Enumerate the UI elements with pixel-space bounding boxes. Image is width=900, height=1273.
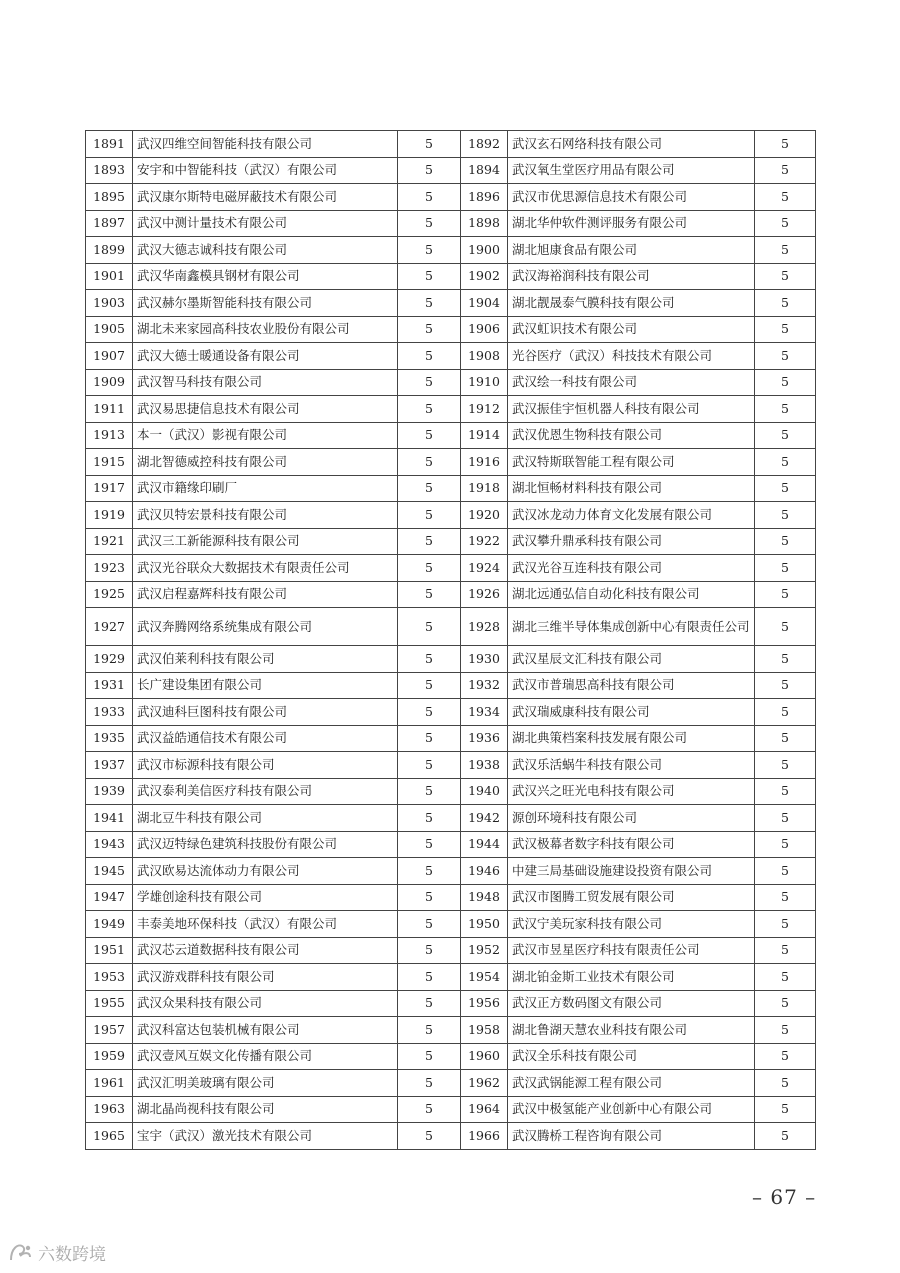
- company-name-cell: 武汉迪科巨图科技有限公司: [133, 699, 398, 726]
- company-name-cell: 武汉市优思源信息技术有限公司: [508, 184, 755, 211]
- company-name-cell: 武汉乐活蜗牛科技有限公司: [508, 752, 755, 779]
- score-cell: 5: [755, 184, 816, 211]
- serial-number-cell: 1927: [86, 608, 133, 646]
- score-cell: 5: [755, 1017, 816, 1044]
- serial-number-cell: 1954: [461, 964, 508, 991]
- company-name-cell: 武汉众果科技有限公司: [133, 990, 398, 1017]
- score-cell: 5: [755, 990, 816, 1017]
- serial-number-cell: 1952: [461, 937, 508, 964]
- company-name-cell: 武汉振佳宇恒机器人科技有限公司: [508, 396, 755, 423]
- table-row: [86, 369, 816, 396]
- serial-number-cell: 1965: [86, 1123, 133, 1150]
- score-cell: 5: [398, 1123, 461, 1150]
- company-name-cell: 武汉瑞威康科技有限公司: [508, 699, 755, 726]
- serial-number-cell: 1897: [86, 210, 133, 237]
- serial-number-cell: 1917: [86, 475, 133, 502]
- table-row: [86, 1096, 816, 1123]
- serial-number-cell: 1924: [461, 555, 508, 582]
- serial-number-cell: 1958: [461, 1017, 508, 1044]
- serial-number-cell: 1907: [86, 343, 133, 370]
- table-row: [86, 237, 816, 264]
- company-name-cell: 武汉市标源科技有限公司: [133, 752, 398, 779]
- company-name-cell: 武汉科富达包装机械有限公司: [133, 1017, 398, 1044]
- serial-number-cell: 1953: [86, 964, 133, 991]
- score-cell: 5: [398, 210, 461, 237]
- score-cell: 5: [398, 805, 461, 832]
- serial-number-cell: 1914: [461, 422, 508, 449]
- company-name-cell: 武汉芯云道数据科技有限公司: [133, 937, 398, 964]
- serial-number-cell: 1955: [86, 990, 133, 1017]
- table-row: [86, 911, 816, 938]
- score-cell: 5: [398, 831, 461, 858]
- score-cell: 5: [755, 608, 816, 646]
- serial-number-cell: 1903: [86, 290, 133, 317]
- company-name-cell: 武汉泰利美信医疗科技有限公司: [133, 778, 398, 805]
- company-name-cell: 武汉大德士暖通设备有限公司: [133, 343, 398, 370]
- serial-number-cell: 1941: [86, 805, 133, 832]
- company-name-cell: 武汉市图腾工贸发展有限公司: [508, 884, 755, 911]
- serial-number-cell: 1916: [461, 449, 508, 476]
- table-row: [86, 858, 816, 885]
- watermark: [8, 1240, 106, 1265]
- score-cell: 5: [755, 1043, 816, 1070]
- score-cell: 5: [755, 316, 816, 343]
- company-name-cell: 武汉奔腾网络系统集成有限公司: [133, 608, 398, 646]
- company-name-cell: 武汉赫尔墨斯智能科技有限公司: [133, 290, 398, 317]
- table-row: [86, 396, 816, 423]
- table-row: [86, 778, 816, 805]
- company-name-cell: 武汉腾桥工程咨询有限公司: [508, 1123, 755, 1150]
- table-row: [86, 672, 816, 699]
- score-cell: 5: [398, 911, 461, 938]
- serial-number-cell: 1950: [461, 911, 508, 938]
- table-row: [86, 964, 816, 991]
- company-name-cell: 武汉益皓通信技术有限公司: [133, 725, 398, 752]
- company-name-cell: 武汉优恩生物科技有限公司: [508, 422, 755, 449]
- serial-number-cell: 1931: [86, 672, 133, 699]
- serial-number-cell: 1893: [86, 157, 133, 184]
- table-row: [86, 884, 816, 911]
- score-cell: 5: [398, 990, 461, 1017]
- company-name-cell: 湖北豆牛科技有限公司: [133, 805, 398, 832]
- table-row: [86, 422, 816, 449]
- company-name-cell: 武汉三工新能源科技有限公司: [133, 528, 398, 555]
- company-name-cell: 武汉大德志诚科技有限公司: [133, 237, 398, 264]
- score-cell: 5: [755, 581, 816, 608]
- score-cell: 5: [398, 937, 461, 964]
- company-name-cell: 武汉玄石网络科技有限公司: [508, 131, 755, 158]
- serial-number-cell: 1930: [461, 646, 508, 673]
- serial-number-cell: 1938: [461, 752, 508, 779]
- table-row: [86, 1070, 816, 1097]
- brand-logo-icon: [8, 1242, 34, 1264]
- score-cell: 5: [398, 752, 461, 779]
- score-cell: 5: [398, 422, 461, 449]
- company-name-cell: 湖北远通弘信自动化科技有限公司: [508, 581, 755, 608]
- score-cell: 5: [398, 396, 461, 423]
- company-name-cell: 武汉特斯联智能工程有限公司: [508, 449, 755, 476]
- score-cell: 5: [755, 210, 816, 237]
- serial-number-cell: 1964: [461, 1096, 508, 1123]
- company-name-cell: 武汉绘一科技有限公司: [508, 369, 755, 396]
- company-name-cell: 武汉攀升鼎承科技有限公司: [508, 528, 755, 555]
- company-name-cell: 湖北旭康食品有限公司: [508, 237, 755, 264]
- table-row: [86, 937, 816, 964]
- table-row: [86, 725, 816, 752]
- serial-number-cell: 1945: [86, 858, 133, 885]
- company-name-cell: 武汉中测计量技术有限公司: [133, 210, 398, 237]
- watermark-text: 六数跨境: [38, 1245, 106, 1265]
- serial-number-cell: 1920: [461, 502, 508, 529]
- company-name-cell: 武汉壹风互娱文化传播有限公司: [133, 1043, 398, 1070]
- serial-number-cell: 1910: [461, 369, 508, 396]
- company-name-cell: 湖北三维半导体集成创新中心有限责任公司: [508, 608, 755, 646]
- score-cell: 5: [398, 316, 461, 343]
- table-row: [86, 1017, 816, 1044]
- score-cell: 5: [755, 884, 816, 911]
- table-row: [86, 1123, 816, 1150]
- company-name-cell: 光谷医疗（武汉）科技技术有限公司: [508, 343, 755, 370]
- score-cell: 5: [398, 1017, 461, 1044]
- company-name-cell: 武汉极幕者数字科技有限公司: [508, 831, 755, 858]
- serial-number-cell: 1902: [461, 263, 508, 290]
- score-cell: 5: [755, 831, 816, 858]
- company-name-cell: 武汉市籍缘印刷厂: [133, 475, 398, 502]
- score-cell: 5: [755, 369, 816, 396]
- serial-number-cell: 1936: [461, 725, 508, 752]
- score-cell: 5: [398, 290, 461, 317]
- serial-number-cell: 1900: [461, 237, 508, 264]
- table-row: [86, 528, 816, 555]
- company-name-cell: 湖北靓晟泰气膜科技有限公司: [508, 290, 755, 317]
- table-row: [86, 831, 816, 858]
- score-cell: 5: [755, 858, 816, 885]
- company-table-body: [86, 131, 816, 1150]
- score-cell: 5: [755, 422, 816, 449]
- serial-number-cell: 1908: [461, 343, 508, 370]
- serial-number-cell: 1899: [86, 237, 133, 264]
- company-name-cell: 武汉星辰文汇科技有限公司: [508, 646, 755, 673]
- score-cell: 5: [755, 502, 816, 529]
- serial-number-cell: 1951: [86, 937, 133, 964]
- page-number: – 67 –: [752, 1185, 817, 1209]
- company-name-cell: 武汉虹识技术有限公司: [508, 316, 755, 343]
- company-name-cell: 湖北典策档案科技发展有限公司: [508, 725, 755, 752]
- serial-number-cell: 1944: [461, 831, 508, 858]
- serial-number-cell: 1919: [86, 502, 133, 529]
- score-cell: 5: [398, 1043, 461, 1070]
- company-name-cell: 宝宇（武汉）激光技术有限公司: [133, 1123, 398, 1150]
- score-cell: 5: [398, 184, 461, 211]
- serial-number-cell: 1922: [461, 528, 508, 555]
- serial-number-cell: 1933: [86, 699, 133, 726]
- serial-number-cell: 1946: [461, 858, 508, 885]
- company-name-cell: 丰泰美地环保科技（武汉）有限公司: [133, 911, 398, 938]
- score-cell: 5: [398, 964, 461, 991]
- serial-number-cell: 1896: [461, 184, 508, 211]
- company-name-cell: 武汉全乐科技有限公司: [508, 1043, 755, 1070]
- score-cell: 5: [755, 778, 816, 805]
- score-cell: 5: [755, 449, 816, 476]
- serial-number-cell: 1959: [86, 1043, 133, 1070]
- company-name-cell: 武汉海裕润科技有限公司: [508, 263, 755, 290]
- company-name-cell: 武汉启程嘉辉科技有限公司: [133, 581, 398, 608]
- serial-number-cell: 1918: [461, 475, 508, 502]
- score-cell: 5: [398, 608, 461, 646]
- serial-number-cell: 1957: [86, 1017, 133, 1044]
- company-name-cell: 武汉光谷联众大数据技术有限责任公司: [133, 555, 398, 582]
- score-cell: 5: [755, 672, 816, 699]
- serial-number-cell: 1915: [86, 449, 133, 476]
- company-name-cell: 武汉四维空间智能科技有限公司: [133, 131, 398, 158]
- score-cell: 5: [398, 1096, 461, 1123]
- score-cell: 5: [398, 555, 461, 582]
- score-cell: 5: [755, 343, 816, 370]
- serial-number-cell: 1966: [461, 1123, 508, 1150]
- serial-number-cell: 1932: [461, 672, 508, 699]
- score-cell: 5: [398, 528, 461, 555]
- company-name-cell: 湖北恒畅材料科技有限公司: [508, 475, 755, 502]
- serial-number-cell: 1948: [461, 884, 508, 911]
- score-cell: 5: [755, 290, 816, 317]
- score-cell: 5: [398, 237, 461, 264]
- score-cell: 5: [398, 343, 461, 370]
- score-cell: 5: [755, 528, 816, 555]
- table-row: [86, 290, 816, 317]
- company-name-cell: 武汉伯莱利科技有限公司: [133, 646, 398, 673]
- table-row: [86, 263, 816, 290]
- serial-number-cell: 1923: [86, 555, 133, 582]
- score-cell: 5: [398, 369, 461, 396]
- score-cell: 5: [755, 131, 816, 158]
- score-cell: 5: [398, 699, 461, 726]
- score-cell: 5: [755, 805, 816, 832]
- score-cell: 5: [755, 937, 816, 964]
- serial-number-cell: 1913: [86, 422, 133, 449]
- score-cell: 5: [755, 1096, 816, 1123]
- serial-number-cell: 1912: [461, 396, 508, 423]
- company-name-cell: 武汉贝特宏景科技有限公司: [133, 502, 398, 529]
- score-cell: 5: [755, 911, 816, 938]
- company-name-cell: 武汉游戏群科技有限公司: [133, 964, 398, 991]
- serial-number-cell: 1939: [86, 778, 133, 805]
- score-cell: 5: [398, 672, 461, 699]
- company-name-cell: 武汉汇明美玻璃有限公司: [133, 1070, 398, 1097]
- score-cell: 5: [398, 449, 461, 476]
- serial-number-cell: 1928: [461, 608, 508, 646]
- score-cell: 5: [755, 752, 816, 779]
- score-cell: 5: [755, 1123, 816, 1150]
- company-name-cell: 武汉迈特绿色建筑科技股份有限公司: [133, 831, 398, 858]
- company-name-cell: 湖北鲁湖天慧农业科技有限公司: [508, 1017, 755, 1044]
- table-row: [86, 646, 816, 673]
- score-cell: 5: [755, 964, 816, 991]
- serial-number-cell: 1904: [461, 290, 508, 317]
- serial-number-cell: 1949: [86, 911, 133, 938]
- company-name-cell: 武汉宁美玩家科技有限公司: [508, 911, 755, 938]
- score-cell: 5: [755, 237, 816, 264]
- score-cell: 5: [755, 646, 816, 673]
- company-name-cell: 武汉武锅能源工程有限公司: [508, 1070, 755, 1097]
- score-cell: 5: [755, 263, 816, 290]
- score-cell: 5: [398, 131, 461, 158]
- serial-number-cell: 1942: [461, 805, 508, 832]
- score-cell: 5: [398, 1070, 461, 1097]
- score-cell: 5: [755, 157, 816, 184]
- score-cell: 5: [398, 475, 461, 502]
- company-name-cell: 湖北晶尚视科技有限公司: [133, 1096, 398, 1123]
- serial-number-cell: 1961: [86, 1070, 133, 1097]
- table-row: [86, 699, 816, 726]
- serial-number-cell: 1943: [86, 831, 133, 858]
- table-row: [86, 502, 816, 529]
- company-name-cell: 湖北铂金斯工业技术有限公司: [508, 964, 755, 991]
- score-cell: 5: [398, 581, 461, 608]
- serial-number-cell: 1925: [86, 581, 133, 608]
- company-name-cell: 武汉欧易达流体动力有限公司: [133, 858, 398, 885]
- company-name-cell: 长广建设集团有限公司: [133, 672, 398, 699]
- serial-number-cell: 1935: [86, 725, 133, 752]
- table-row: [86, 449, 816, 476]
- serial-number-cell: 1962: [461, 1070, 508, 1097]
- serial-number-cell: 1909: [86, 369, 133, 396]
- company-name-cell: 武汉兴之旺光电科技有限公司: [508, 778, 755, 805]
- table-row: [86, 1043, 816, 1070]
- table-row: [86, 316, 816, 343]
- table-row: [86, 210, 816, 237]
- company-name-cell: 武汉正方数码图文有限公司: [508, 990, 755, 1017]
- table-row: [86, 805, 816, 832]
- table-row: [86, 608, 816, 646]
- serial-number-cell: 1956: [461, 990, 508, 1017]
- company-name-cell: 武汉光谷互连科技有限公司: [508, 555, 755, 582]
- serial-number-cell: 1911: [86, 396, 133, 423]
- score-cell: 5: [755, 555, 816, 582]
- table-row: [86, 581, 816, 608]
- score-cell: 5: [398, 157, 461, 184]
- table-row: [86, 131, 816, 158]
- company-name-cell: 武汉市普瑞思高科技有限公司: [508, 672, 755, 699]
- serial-number-cell: 1906: [461, 316, 508, 343]
- score-cell: 5: [398, 858, 461, 885]
- company-name-cell: 学雄创途科技有限公司: [133, 884, 398, 911]
- table-row: [86, 752, 816, 779]
- score-cell: 5: [755, 475, 816, 502]
- table-row: [86, 343, 816, 370]
- serial-number-cell: 1929: [86, 646, 133, 673]
- table-row: [86, 990, 816, 1017]
- company-name-cell: 武汉智马科技有限公司: [133, 369, 398, 396]
- serial-number-cell: 1901: [86, 263, 133, 290]
- serial-number-cell: 1891: [86, 131, 133, 158]
- company-name-cell: 武汉市昱星医疗科技有限责任公司: [508, 937, 755, 964]
- serial-number-cell: 1905: [86, 316, 133, 343]
- score-cell: 5: [398, 725, 461, 752]
- serial-number-cell: 1894: [461, 157, 508, 184]
- serial-number-cell: 1892: [461, 131, 508, 158]
- score-cell: 5: [755, 396, 816, 423]
- score-cell: 5: [755, 1070, 816, 1097]
- serial-number-cell: 1940: [461, 778, 508, 805]
- company-name-cell: 本一（武汉）影视有限公司: [133, 422, 398, 449]
- company-name-cell: 中建三局基础设施建设投资有限公司: [508, 858, 755, 885]
- company-name-cell: 武汉中极氢能产业创新中心有限公司: [508, 1096, 755, 1123]
- table-row: [86, 475, 816, 502]
- score-cell: 5: [755, 725, 816, 752]
- serial-number-cell: 1947: [86, 884, 133, 911]
- serial-number-cell: 1895: [86, 184, 133, 211]
- company-name-cell: 湖北未来家园高科技农业股份有限公司: [133, 316, 398, 343]
- serial-number-cell: 1934: [461, 699, 508, 726]
- serial-number-cell: 1963: [86, 1096, 133, 1123]
- company-name-cell: 武汉氧生堂医疗用品有限公司: [508, 157, 755, 184]
- serial-number-cell: 1960: [461, 1043, 508, 1070]
- table-row: [86, 157, 816, 184]
- company-name-cell: 湖北华仲软件测评服务有限公司: [508, 210, 755, 237]
- company-name-cell: 安宇和中智能科技（武汉）有限公司: [133, 157, 398, 184]
- score-cell: 5: [398, 502, 461, 529]
- score-cell: 5: [755, 699, 816, 726]
- table-row: [86, 184, 816, 211]
- score-cell: 5: [398, 884, 461, 911]
- serial-number-cell: 1898: [461, 210, 508, 237]
- score-cell: 5: [398, 263, 461, 290]
- company-name-cell: 武汉易思捷信息技术有限公司: [133, 396, 398, 423]
- score-cell: 5: [398, 646, 461, 673]
- serial-number-cell: 1937: [86, 752, 133, 779]
- table-row: [86, 555, 816, 582]
- serial-number-cell: 1921: [86, 528, 133, 555]
- score-cell: 5: [398, 778, 461, 805]
- company-name-cell: 源创环境科技有限公司: [508, 805, 755, 832]
- company-name-cell: 湖北智德威控科技有限公司: [133, 449, 398, 476]
- company-name-cell: 武汉冰龙动力体育文化发展有限公司: [508, 502, 755, 529]
- company-name-cell: 武汉华南鑫模具钢材有限公司: [133, 263, 398, 290]
- company-table: [85, 130, 816, 1150]
- company-name-cell: 武汉康尔斯特电磁屏蔽技术有限公司: [133, 184, 398, 211]
- serial-number-cell: 1926: [461, 581, 508, 608]
